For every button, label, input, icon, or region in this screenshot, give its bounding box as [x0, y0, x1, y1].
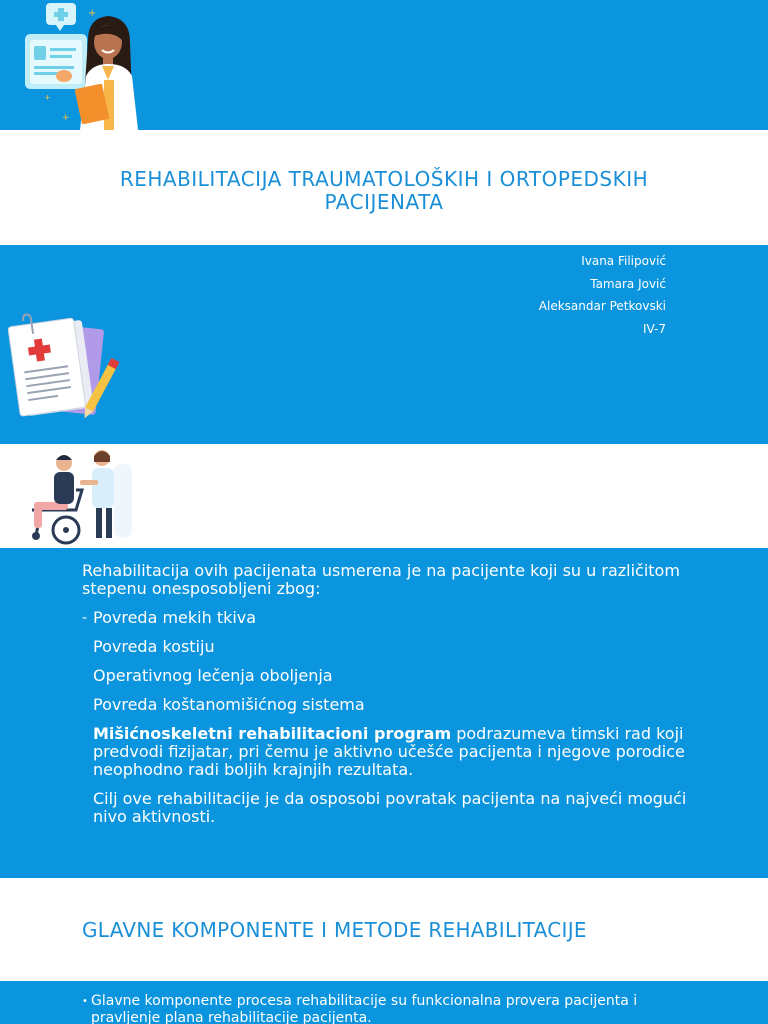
authors-list [539, 252, 666, 342]
bullet-bold-text: Mišićnoskeletni rehabilitacioni program [93, 724, 452, 743]
list-item [82, 609, 692, 627]
bullet-text: Povreda kostiju [93, 637, 215, 656]
intro-text: Rehabilitacija ovih pacijenata usmerena je na pacijente koji su u različitom stepenu onesposobljeni zbog: [82, 561, 680, 598]
bullet-text [93, 725, 692, 779]
list-item [82, 725, 692, 779]
section-title: GLAVNE KOMPONENTE I METODE REHABILITACIJE [82, 918, 587, 942]
svg-text:+: + [44, 93, 51, 102]
medical-record-icon [8, 318, 118, 428]
bullet-text: Operativnog lečenja oboljenja [93, 666, 333, 685]
svg-text:+: + [88, 8, 97, 19]
doctor-illustration-icon [20, 0, 145, 130]
list-item [82, 696, 692, 714]
wheelchair-patient-icon [26, 446, 136, 546]
bullet-mark: • [82, 996, 88, 1007]
bullet-text: Povreda mekih tkiva [93, 608, 257, 627]
bullet-rest-text: podrazumeva timski rad koji predvodi fizijatar, pri čemu je aktivno učešće pacijenta i njegove porodice neophodno radi boljih krajnjih rezultata. [93, 724, 685, 779]
slide2-content [82, 562, 692, 837]
bullet-text: Povreda koštanomišićnog sistema [93, 695, 365, 714]
author-name: Tamara Jović [590, 276, 666, 291]
bullet-mark: - [82, 610, 88, 626]
list-item [82, 667, 692, 685]
bullet-mark [82, 790, 93, 826]
svg-text:+: + [62, 113, 70, 123]
slide3-content [82, 993, 682, 1024]
list-item [82, 790, 692, 826]
author-name: Aleksandar Petkovski [538, 299, 666, 313]
bullet-mark [82, 638, 93, 656]
list-item [82, 638, 692, 656]
bullet-mark [82, 696, 93, 714]
bullet-text: Cilj ove rehabilitacije je da osposobi povratak pacijenta na najveći mogući nivo aktivnosti. [93, 789, 687, 826]
bullet-text: Glavne komponente procesa rehabilitacije su funkcionalna provera pacijenta i pravljenje plana rehabilitacije pacijenta. [91, 993, 638, 1024]
class-label: IV-7 [642, 321, 666, 336]
bullet-mark [82, 667, 93, 685]
bullet-mark [82, 725, 93, 779]
presentation-title: REHABILITACIJA TRAUMATOLOŠKIH I ORTOPEDSKIH PACIJENATA [119, 167, 649, 214]
author-name: Ivana Filipović [581, 254, 666, 268]
